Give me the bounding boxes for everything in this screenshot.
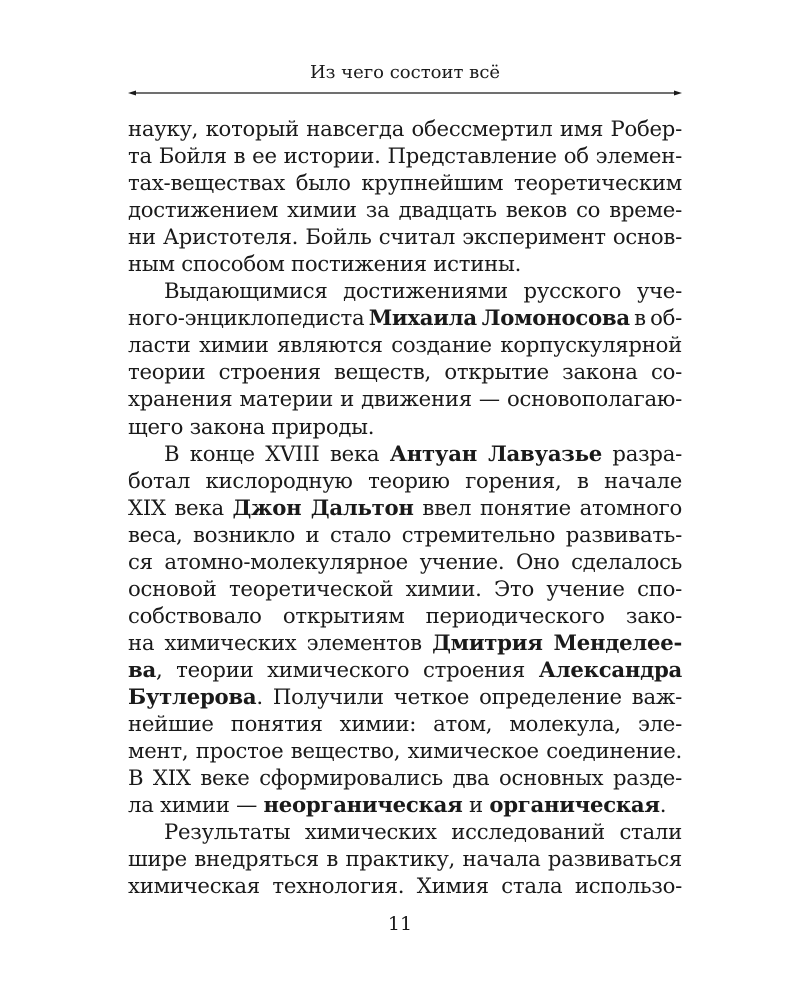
text-line [128,791,682,818]
header-rule [128,90,682,96]
text-segment: на химических элементов [128,629,433,655]
text-line [128,548,682,575]
text-line [128,872,682,899]
text-line [128,494,682,521]
text-line [128,358,682,385]
text-line [128,467,682,494]
text-line [128,737,682,764]
text-line [128,683,682,710]
text-segment: веса, возникло и стало стремительно развивать- [128,521,682,547]
paragraph [128,115,682,277]
text-segment: ным способом постижения истины. [128,251,522,277]
text-segment: ни Аристотеля. Бойль считал эксперимент основ- [128,224,682,250]
text-segment: В XIX веке сформировались два основных разде- [128,765,682,791]
text-segment: мент, простое вещество, химическое соединение. [128,738,682,764]
text-segment: , теории химического строения [155,656,539,682]
text-line [128,196,682,223]
bold-text: Александра [538,656,682,682]
running-header-title: Из чего состоит всё [309,62,501,83]
bold-text: ва [128,656,156,682]
text-segment: хранения материи и движения — основополагаю- [128,386,682,412]
text-line [128,142,682,169]
text-segment: та Бойля в ее истории. Представление об элемен- [128,143,682,169]
text-segment: Выдающимися достижениями русского уче- [164,278,682,304]
text-segment: достижением химии за двадцать веков со време- [128,197,682,223]
text-segment: В конце XVIII века [164,440,390,466]
text-line [128,223,682,250]
text-line [128,304,682,331]
text-line [128,169,682,196]
text-segment: в об- [629,305,682,331]
text-segment: ввел понятие атомного [413,494,682,520]
text-line [128,710,682,737]
paragraph [128,440,682,819]
text-segment: XIX века [128,494,233,520]
body-text [128,115,682,899]
text-segment: химическая технология. Химия стала использо- [128,873,682,899]
text-segment: Результаты химических исследований стали [164,819,682,845]
paragraph [128,818,682,899]
text-segment: науку, который навсегда обессмертил имя Робер- [128,116,682,141]
text-line [128,764,682,791]
text-line [128,385,682,412]
paragraph [128,277,682,439]
text-segment: разра- [601,440,683,466]
text-segment: щего закона природы. [128,413,375,439]
text-line [128,575,682,602]
text-segment: и [462,792,490,818]
text-segment: основой теоретической химии. Это учение спо- [128,575,682,601]
text-line [128,440,682,467]
text-line [128,521,682,548]
bold-text: Бутлерова [128,683,257,709]
text-line [128,331,682,358]
text-segment: . Получили четкое определение важ- [256,683,682,709]
text-line [128,250,682,277]
bold-text: неорганическая [263,792,463,818]
text-line [128,115,682,142]
text-line [128,602,682,629]
text-segment: собствовало открытиям периодического зако- [128,602,682,628]
text-segment: ла химии — [128,792,264,818]
text-segment: ся атомно-молекулярное учение. Оно сделалось [128,548,682,574]
text-segment: . [659,792,667,818]
text-segment: нейшие понятия химии: атом, молекула, эле- [128,711,682,737]
text-segment: теории строения веществ, открытие закона со- [128,359,682,385]
bold-text: Джон Дальтон [232,494,414,520]
text-segment: тах-веществах было крупнейшим теоретическим [128,170,682,196]
text-segment: шире внедряться в практику, начала развиваться [128,846,682,872]
text-segment: ного-энциклопедиста [128,305,369,331]
bold-text: Михаила Ломоносова [368,305,630,331]
text-segment: ботал кислородную теорию горения, в начале [128,467,682,493]
text-line [128,818,682,845]
text-line [128,656,682,683]
text-line [128,629,682,656]
bold-text: Дмитрия Менделее- [432,629,682,655]
text-segment: ласти химии являются создание корпускулярной [128,332,682,358]
page-number: 11 [387,913,413,935]
bold-text: органическая [489,792,660,818]
text-line [128,277,682,304]
bold-text: Антуан Лавуазье [389,440,602,466]
text-line [128,845,682,872]
text-line [128,413,682,440]
running-header [128,58,682,98]
